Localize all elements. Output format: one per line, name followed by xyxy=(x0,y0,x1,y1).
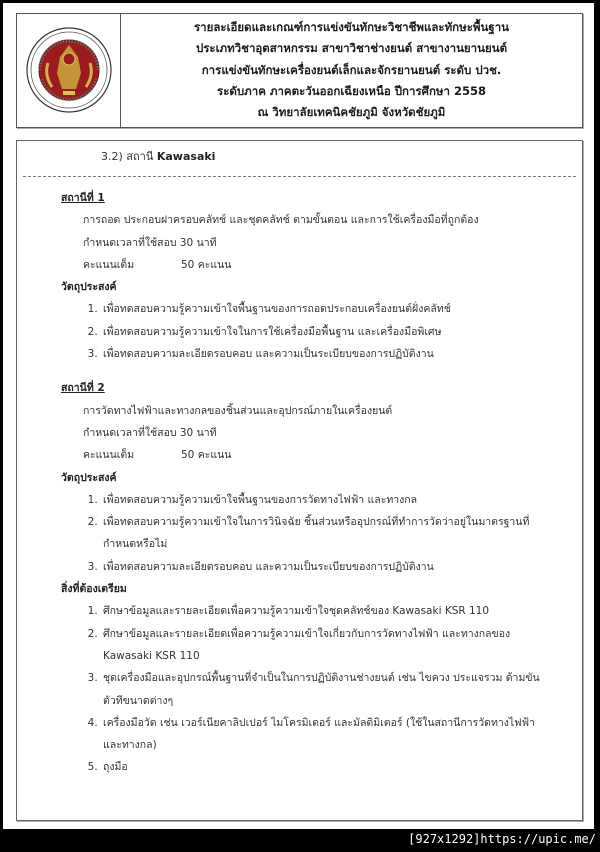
header-line-5: ณ วิทยาลัยเทคนิคชัยภูมิ จังหวัดชัยภูมิ xyxy=(257,105,446,120)
station-2-time: กำหนดเวลาที่ใช้สอบ 30 นาที xyxy=(83,426,217,439)
document-page xyxy=(3,3,594,829)
footer-bar xyxy=(0,830,600,852)
station-brand: Kawasaki xyxy=(156,150,216,163)
station-2-score xyxy=(61,444,572,466)
image-watermark: [927x1292]https://upic.me/ xyxy=(408,832,596,846)
list-item: 1. ศึกษาข้อมูลและรายละเอียดเพื่อความรู้ความเข้าใจชุดคลัทช์ของ Kawasaki KSR 110 xyxy=(101,600,552,622)
list-item: 2. เพื่อทดสอบความรู้ความเข้าใจในการวินิจฉัย ชิ้นส่วนหรืออุปกรณ์ที่ทำการวัดว่าอยู่ในมาตรฐานที่กำหนดหรือไม่ xyxy=(101,511,552,556)
content-box xyxy=(16,140,583,821)
preparation-list xyxy=(61,600,572,778)
list-item: 5. ถุงมือ xyxy=(101,756,552,778)
score-value: 50 คะแนน xyxy=(181,258,232,271)
document-header xyxy=(16,13,583,128)
station-1-description: การถอด ประกอบฝาครอบคลัทช์ และชุดคลัทช์ ตามขั้นตอน และการใช้เครื่องมือที่ถูกต้อง xyxy=(83,214,479,227)
list-item: 3. เพื่อทดสอบความละเอียดรอบคอบ และความเป็นระเบียบของการปฏิบัติงาน xyxy=(101,343,572,365)
station-2-objectives-title: วัตถุประสงค์ xyxy=(61,471,117,484)
list-item: 1. เพื่อทดสอบความรู้ความเข้าใจพื้นฐานของการวัดทางไฟฟ้า และทางกล xyxy=(101,489,552,511)
station-heading xyxy=(101,147,215,165)
header-title-block xyxy=(121,17,582,123)
station-1-objectives-title: วัตถุประสงค์ xyxy=(61,281,117,294)
score-label: คะแนนเต็ม xyxy=(83,449,135,462)
station-1-time: กำหนดเวลาที่ใช้สอบ 30 นาที xyxy=(83,236,217,249)
score-value: 50 คะแนน xyxy=(181,449,232,462)
list-item: 4. เครื่องมือวัด เช่น เวอร์เนียคาลิปเปอร์ ไมโครมิเตอร์ และมัลติมิเตอร์ (ใช้ในสถานีการวัดทางไฟฟ้าและทางกล) xyxy=(101,712,552,757)
vocational-education-seal-icon xyxy=(26,27,112,113)
list-item: 3. เพื่อทดสอบความละเอียดรอบคอบ และความเป็นระเบียบของการปฏิบัติงาน xyxy=(101,556,552,578)
dashed-divider xyxy=(23,176,576,177)
preparation-title: สิ่งที่ต้องเตรียม xyxy=(61,583,127,596)
logo-cell xyxy=(17,14,121,127)
station-prefix: 3.2) สถานี xyxy=(101,150,157,163)
station-2-objectives-list xyxy=(61,489,572,578)
list-item: 2. ศึกษาข้อมูลและรายละเอียดเพื่อความรู้ความเข้าใจเกี่ยวกับการวัดทางไฟฟ้า และทางกลของ Kawasaki KSR 110 xyxy=(101,623,552,668)
station-1-score xyxy=(61,254,572,276)
list-item: 1. เพื่อทดสอบความรู้ความเข้าใจพื้นฐานของการถอดประกอบเครื่องยนต์ฝั่งคลัทช์ xyxy=(101,298,572,320)
score-label: คะแนนเต็ม xyxy=(83,258,135,271)
document-body xyxy=(61,187,572,779)
station-2-description: การวัดทางไฟฟ้าและทางกลของชิ้นส่วนและอุปกรณ์ภายในเครื่องยนต์ xyxy=(83,404,393,417)
header-line-2: ประเภทวิชาอุตสาหกรรม สาขาวิชาช่างยนต์ สาขางานยานยนต์ xyxy=(195,41,508,56)
list-item: 2. เพื่อทดสอบความรู้ความเข้าใจในการใช้เครื่องมือพื้นฐาน และเครื่องมือพิเศษ xyxy=(101,321,572,343)
station-1-objectives-list xyxy=(61,298,572,365)
station-2-title: สถานีที่ 2 xyxy=(61,382,105,395)
list-item: 3. ชุดเครื่องมือและอุปกรณ์พื้นฐานที่จำเป็นในการปฏิบัติงานช่างยนต์ เช่น ไขควง ประแจรวม ด้ามขันตัวทีขนาดต่างๆ xyxy=(101,667,552,712)
header-line-1: รายละเอียดและเกณฑ์การแข่งขันทักษะวิชาชีพและทักษะพื้นฐาน xyxy=(193,20,510,34)
header-line-4: ระดับภาค ภาคตะวันออกเฉียงเหนือ ปีการศึกษา 2558 xyxy=(217,83,486,98)
header-line-3: การแข่งขันทักษะเครื่องยนต์เล็กและจักรยานยนต์ ระดับ ปวช. xyxy=(201,62,502,77)
station-1-title: สถานีที่ 1 xyxy=(61,192,105,204)
